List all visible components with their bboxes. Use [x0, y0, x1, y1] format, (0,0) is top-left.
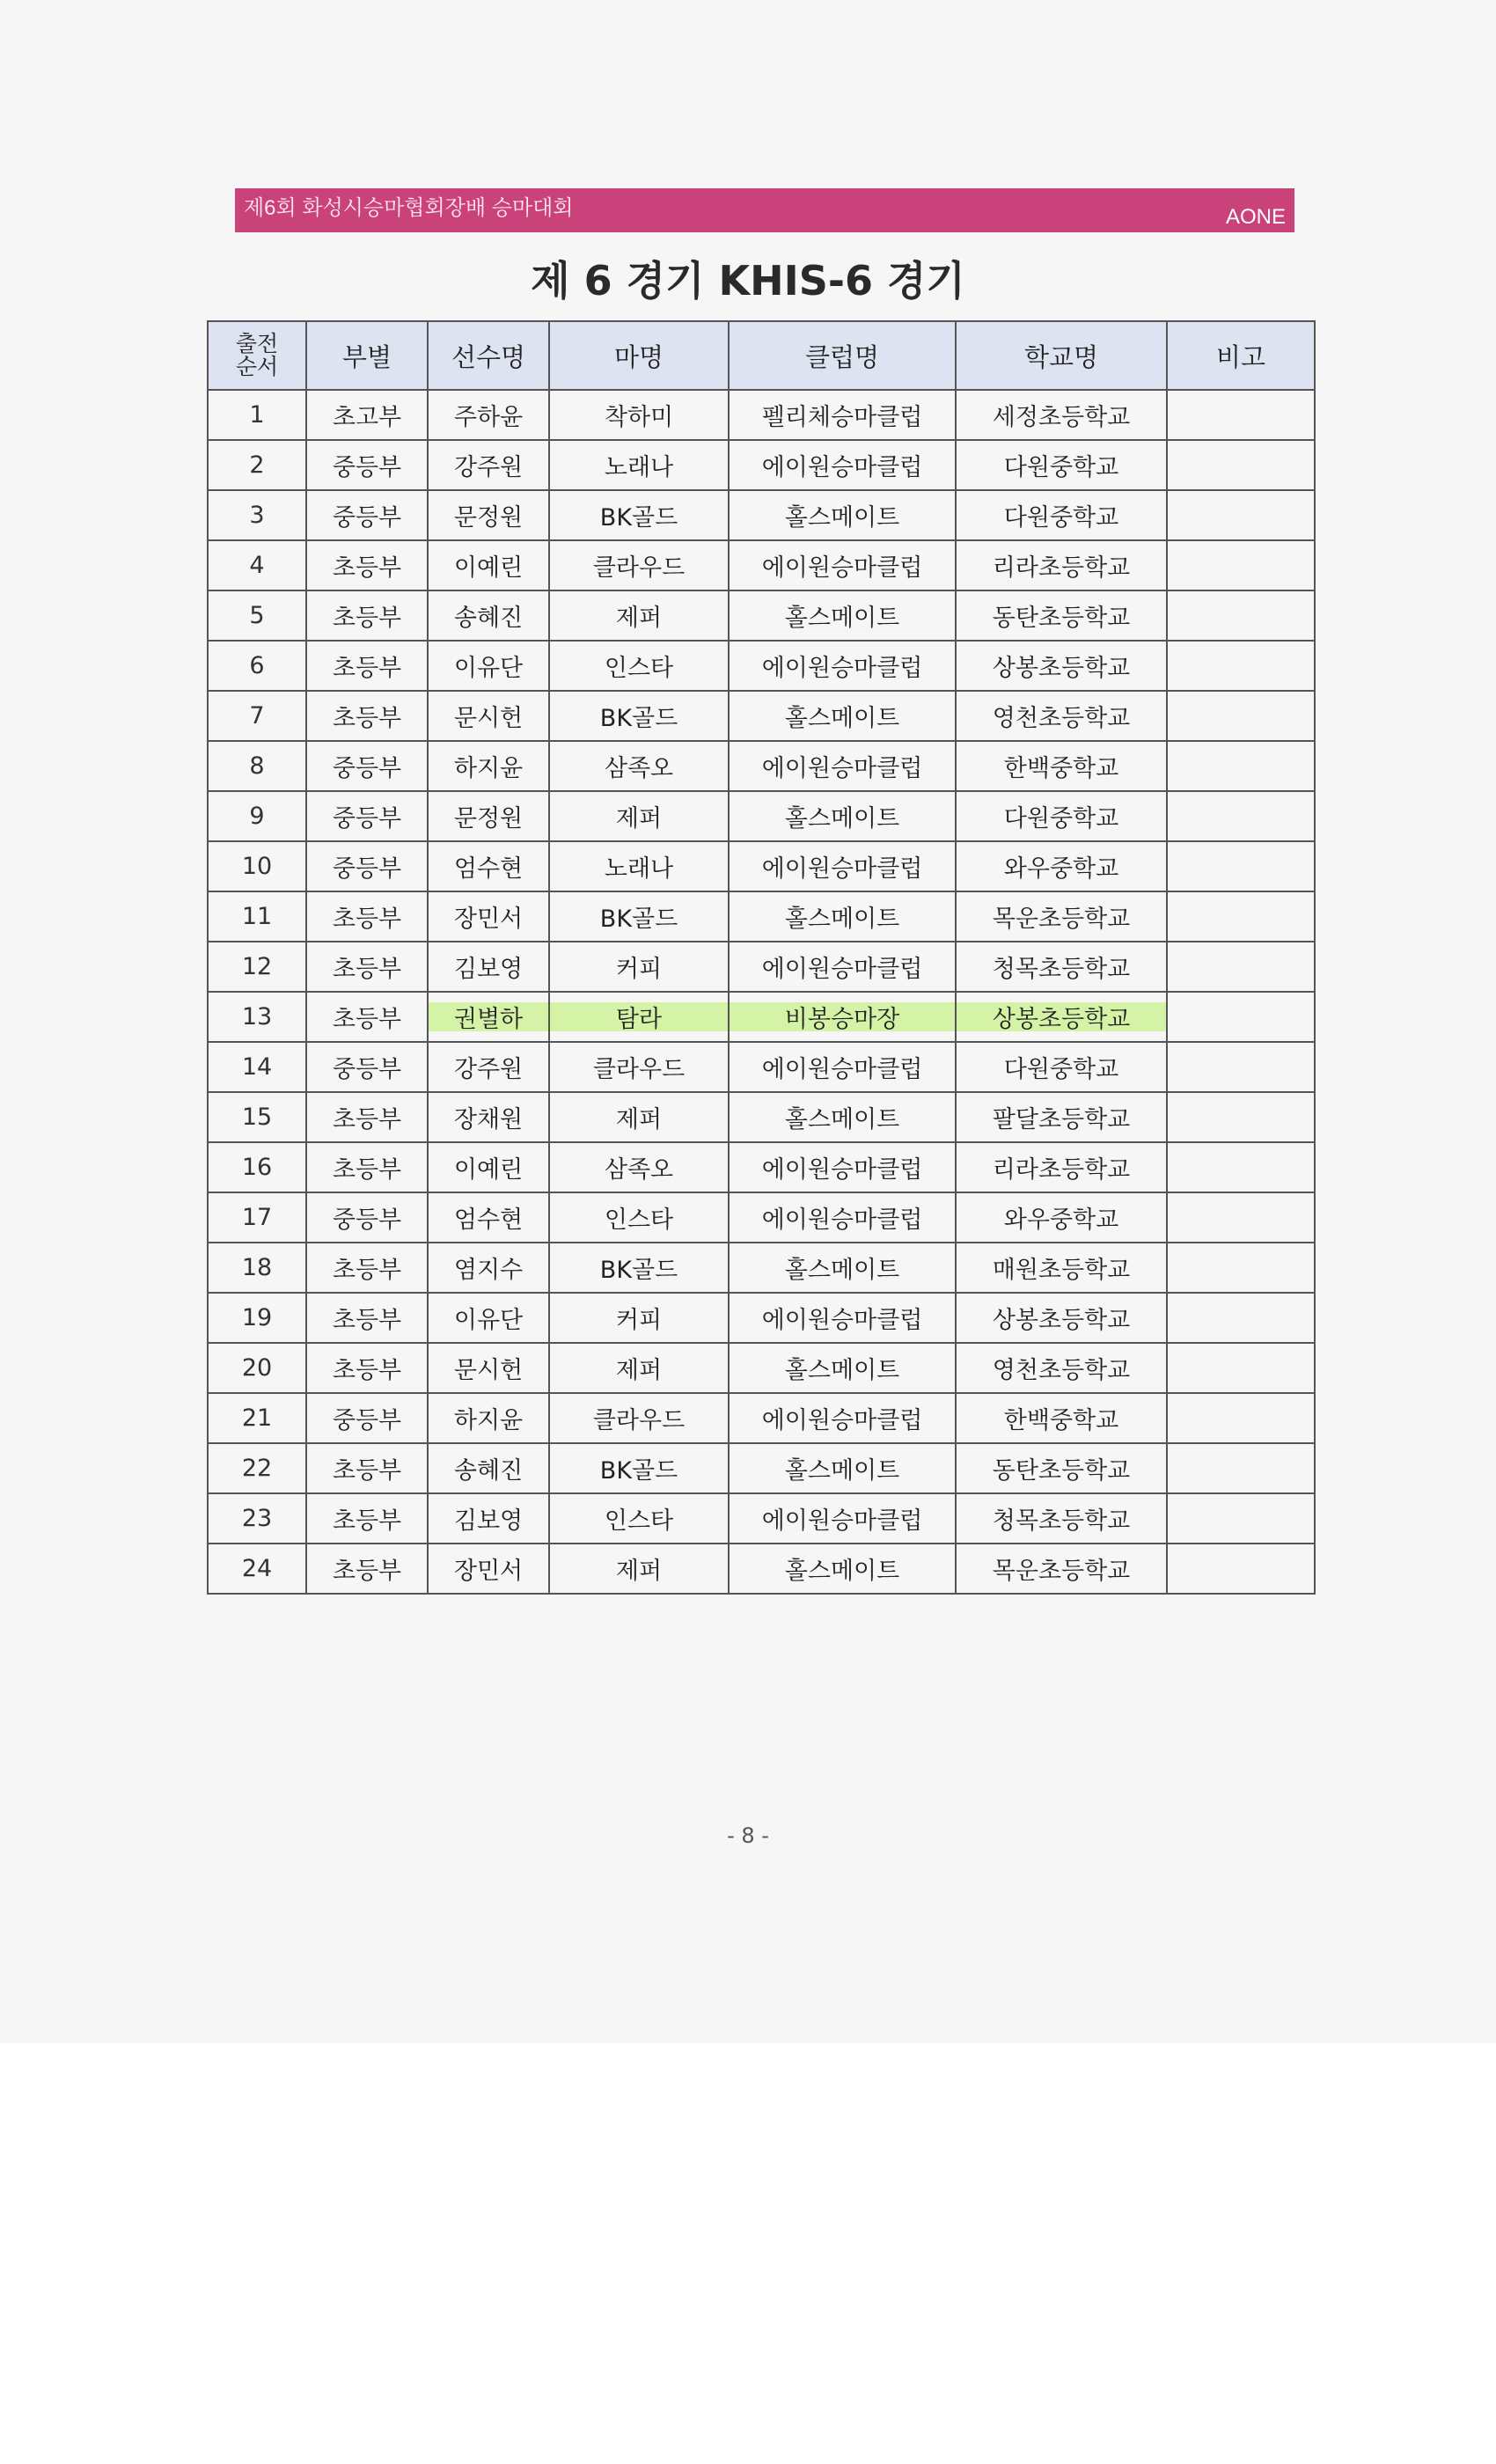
cell-note: [1167, 891, 1315, 942]
cell-club: 에이원승마클럽: [729, 440, 956, 490]
cell-order: 6: [208, 641, 306, 691]
cell-horse: BK골드: [549, 891, 729, 942]
cell-horse: BK골드: [549, 1243, 729, 1293]
cell-school: 상봉초등학교: [956, 641, 1167, 691]
cell-school: 와우중학교: [956, 841, 1167, 891]
cell-horse: 인스타: [549, 641, 729, 691]
table-row: [208, 1293, 1315, 1343]
cell-school: 팔달초등학교: [956, 1092, 1167, 1142]
cell-school: 동탄초등학교: [956, 590, 1167, 641]
cell-horse: 클라우드: [549, 540, 729, 590]
cell-order: 13: [208, 992, 306, 1042]
cell-order: 2: [208, 440, 306, 490]
table-row: [208, 791, 1315, 841]
cell-rider: 권별하: [428, 992, 549, 1042]
cell-club: 에이원승마클럽: [729, 741, 956, 791]
cell-order: 11: [208, 891, 306, 942]
cell-order: 24: [208, 1544, 306, 1594]
table-row: [208, 992, 1315, 1042]
cell-rider: 장채원: [428, 1092, 549, 1142]
cell-note: [1167, 490, 1315, 540]
column-header-order: 출전 순서: [208, 321, 306, 390]
cell-rider: 이예린: [428, 540, 549, 590]
table-row: [208, 1192, 1315, 1243]
cell-horse: 제퍼: [549, 1343, 729, 1393]
cell-club: 홀스메이트: [729, 1443, 956, 1493]
cell-note: [1167, 1243, 1315, 1293]
cell-note: [1167, 1092, 1315, 1142]
cell-division: 초등부: [306, 891, 428, 942]
cell-division: 초등부: [306, 641, 428, 691]
cell-rider: 하지윤: [428, 741, 549, 791]
cell-horse: BK골드: [549, 490, 729, 540]
cell-horse: 삼족오: [549, 1142, 729, 1192]
cell-rider: 강주원: [428, 1042, 549, 1092]
cell-note: [1167, 841, 1315, 891]
column-header-school: 학교명: [956, 321, 1167, 390]
table-row: [208, 891, 1315, 942]
cell-division: 초등부: [306, 942, 428, 992]
cell-rider: 주하윤: [428, 390, 549, 440]
table-row: [208, 1243, 1315, 1293]
cell-school: 상봉초등학교: [956, 1293, 1167, 1343]
cell-division: 초등부: [306, 992, 428, 1042]
cell-horse: BK골드: [549, 1443, 729, 1493]
cell-club: 홀스메이트: [729, 1092, 956, 1142]
cell-order: 8: [208, 741, 306, 791]
cell-club: 홀스메이트: [729, 1243, 956, 1293]
cell-club: 에이원승마클럽: [729, 1393, 956, 1443]
page-title: 제 6 경기 KHIS-6 경기: [531, 257, 965, 304]
cell-rider: 장민서: [428, 891, 549, 942]
column-header-division: 부별: [306, 321, 428, 390]
cell-club: 홀스메이트: [729, 891, 956, 942]
cell-club: 홀스메이트: [729, 691, 956, 741]
cell-division: 초등부: [306, 1443, 428, 1493]
cell-horse: 클라우드: [549, 1042, 729, 1092]
cell-school: 다원중학교: [956, 490, 1167, 540]
cell-note: [1167, 1544, 1315, 1594]
cell-rider: 장민서: [428, 1544, 549, 1594]
event-header-bar: [235, 188, 1294, 232]
cell-division: 초등부: [306, 1544, 428, 1594]
cell-order: 22: [208, 1443, 306, 1493]
cell-club: 에이원승마클럽: [729, 1493, 956, 1544]
cell-division: 초등부: [306, 1142, 428, 1192]
table-header-row: [208, 321, 1315, 390]
cell-horse: 인스타: [549, 1493, 729, 1544]
cell-order: 7: [208, 691, 306, 741]
table-row: [208, 1092, 1315, 1142]
cell-school: 목운초등학교: [956, 1544, 1167, 1594]
table-row: [208, 1493, 1315, 1544]
cell-order: 14: [208, 1042, 306, 1092]
cell-order: 4: [208, 540, 306, 590]
cell-horse: 인스타: [549, 1192, 729, 1243]
table-row: [208, 841, 1315, 891]
cell-rider: 염지수: [428, 1243, 549, 1293]
cell-order: 21: [208, 1393, 306, 1443]
cell-note: [1167, 1293, 1315, 1343]
cell-school: 한백중학교: [956, 1393, 1167, 1443]
cell-division: 중등부: [306, 490, 428, 540]
page-number: - 8 -: [727, 1823, 769, 1848]
cell-rider: 하지윤: [428, 1393, 549, 1443]
cell-school: 다원중학교: [956, 1042, 1167, 1092]
cell-order: 19: [208, 1293, 306, 1343]
cell-note: [1167, 992, 1315, 1042]
cell-school: 리라초등학교: [956, 540, 1167, 590]
cell-horse: 탐라: [549, 992, 729, 1042]
cell-school: 영천초등학교: [956, 691, 1167, 741]
cell-horse: BK골드: [549, 691, 729, 741]
cell-order: 18: [208, 1243, 306, 1293]
cell-rider: 강주원: [428, 440, 549, 490]
cell-rider: 이유단: [428, 1293, 549, 1343]
cell-division: 초등부: [306, 1293, 428, 1343]
start-order-table: [207, 320, 1316, 1595]
cell-division: 초등부: [306, 540, 428, 590]
cell-horse: 노래나: [549, 440, 729, 490]
column-header-horse: 마명: [549, 321, 729, 390]
cell-note: [1167, 1393, 1315, 1443]
cell-order: 3: [208, 490, 306, 540]
cell-club: 비봉승마장: [729, 992, 956, 1042]
table-row: [208, 590, 1315, 641]
cell-division: 중등부: [306, 1393, 428, 1443]
event-title: 제6회 화성시승마협회장배 승마대회: [244, 195, 574, 220]
cell-club: 에이원승마클럽: [729, 942, 956, 992]
cell-rider: 송혜진: [428, 590, 549, 641]
cell-rider: 엄수현: [428, 1192, 549, 1243]
cell-horse: 삼족오: [549, 741, 729, 791]
cell-school: 한백중학교: [956, 741, 1167, 791]
cell-school: 청목초등학교: [956, 1493, 1167, 1544]
cell-note: [1167, 942, 1315, 992]
cell-horse: 클라우드: [549, 1393, 729, 1443]
cell-order: 10: [208, 841, 306, 891]
cell-school: 청목초등학교: [956, 942, 1167, 992]
table-row: [208, 440, 1315, 490]
table-row: [208, 942, 1315, 992]
cell-club: 홀스메이트: [729, 490, 956, 540]
cell-horse: 노래나: [549, 841, 729, 891]
cell-club: 펠리체승마클럽: [729, 390, 956, 440]
cell-note: [1167, 1042, 1315, 1092]
cell-division: 중등부: [306, 1042, 428, 1092]
cell-division: 초등부: [306, 1092, 428, 1142]
cell-rider: 김보영: [428, 1493, 549, 1544]
cell-note: [1167, 540, 1315, 590]
cell-rider: 김보영: [428, 942, 549, 992]
cell-club: 홀스메이트: [729, 1544, 956, 1594]
cell-club: 에이원승마클럽: [729, 641, 956, 691]
cell-division: 초등부: [306, 1243, 428, 1293]
cell-division: 초등부: [306, 1493, 428, 1544]
table-row: [208, 540, 1315, 590]
cell-club: 에이원승마클럽: [729, 1293, 956, 1343]
cell-club: 에이원승마클럽: [729, 1192, 956, 1243]
cell-club: 에이원승마클럽: [729, 841, 956, 891]
table-row: [208, 691, 1315, 741]
cell-horse: 제퍼: [549, 791, 729, 841]
cell-order: 1: [208, 390, 306, 440]
cell-rider: 이유단: [428, 641, 549, 691]
cell-division: 중등부: [306, 741, 428, 791]
cell-division: 중등부: [306, 1192, 428, 1243]
cell-note: [1167, 741, 1315, 791]
cell-note: [1167, 1192, 1315, 1243]
table-row: [208, 741, 1315, 791]
cell-note: [1167, 440, 1315, 490]
cell-note: [1167, 791, 1315, 841]
cell-order: 12: [208, 942, 306, 992]
cell-school: 상봉초등학교: [956, 992, 1167, 1042]
table-row: [208, 1343, 1315, 1393]
cell-club: 에이원승마클럽: [729, 1142, 956, 1192]
cell-note: [1167, 1443, 1315, 1493]
cell-division: 초등부: [306, 1343, 428, 1393]
cell-club: 홀스메이트: [729, 590, 956, 641]
cell-order: 16: [208, 1142, 306, 1192]
cell-order: 23: [208, 1493, 306, 1544]
cell-school: 동탄초등학교: [956, 1443, 1167, 1493]
cell-order: 17: [208, 1192, 306, 1243]
cell-horse: 커피: [549, 942, 729, 992]
cell-note: [1167, 1493, 1315, 1544]
cell-note: [1167, 1142, 1315, 1192]
cell-school: 세정초등학교: [956, 390, 1167, 440]
cell-note: [1167, 1343, 1315, 1393]
table-row: [208, 1544, 1315, 1594]
cell-order: 20: [208, 1343, 306, 1393]
cell-division: 초등부: [306, 590, 428, 641]
cell-club: 에이원승마클럽: [729, 540, 956, 590]
cell-division: 초고부: [306, 390, 428, 440]
cell-order: 9: [208, 791, 306, 841]
cell-order: 15: [208, 1092, 306, 1142]
cell-school: 다원중학교: [956, 440, 1167, 490]
cell-division: 중등부: [306, 841, 428, 891]
table-body: [208, 390, 1315, 1594]
cell-horse: 착하미: [549, 390, 729, 440]
cell-rider: 엄수현: [428, 841, 549, 891]
cell-division: 중등부: [306, 440, 428, 490]
cell-rider: 이예린: [428, 1142, 549, 1192]
cell-rider: 문정원: [428, 791, 549, 841]
cell-rider: 문시헌: [428, 691, 549, 741]
column-header-note: 비고: [1167, 321, 1315, 390]
cell-horse: 제퍼: [549, 1544, 729, 1594]
cell-horse: 커피: [549, 1293, 729, 1343]
cell-school: 리라초등학교: [956, 1142, 1167, 1192]
cell-school: 와우중학교: [956, 1192, 1167, 1243]
cell-rider: 송혜진: [428, 1443, 549, 1493]
cell-note: [1167, 390, 1315, 440]
cell-school: 매원초등학교: [956, 1243, 1167, 1293]
cell-horse: 제퍼: [549, 1092, 729, 1142]
cell-note: [1167, 691, 1315, 741]
cell-horse: 제퍼: [549, 590, 729, 641]
cell-club: 홀스메이트: [729, 791, 956, 841]
table-row: [208, 390, 1315, 440]
brand-label: AONE: [1225, 205, 1286, 229]
column-header-club: 클럽명: [729, 321, 956, 390]
cell-club: 홀스메이트: [729, 1343, 956, 1393]
table-row: [208, 1393, 1315, 1443]
cell-note: [1167, 590, 1315, 641]
table-row: [208, 1042, 1315, 1092]
table-row: [208, 1443, 1315, 1493]
cell-school: 목운초등학교: [956, 891, 1167, 942]
column-header-rider: 선수명: [428, 321, 549, 390]
cell-division: 중등부: [306, 791, 428, 841]
cell-rider: 문시헌: [428, 1343, 549, 1393]
cell-division: 초등부: [306, 691, 428, 741]
cell-rider: 문정원: [428, 490, 549, 540]
cell-club: 에이원승마클럽: [729, 1042, 956, 1092]
table-row: [208, 641, 1315, 691]
cell-order: 5: [208, 590, 306, 641]
table-row: [208, 1142, 1315, 1192]
cell-school: 영천초등학교: [956, 1343, 1167, 1393]
table-row: [208, 490, 1315, 540]
cell-school: 다원중학교: [956, 791, 1167, 841]
cell-note: [1167, 641, 1315, 691]
